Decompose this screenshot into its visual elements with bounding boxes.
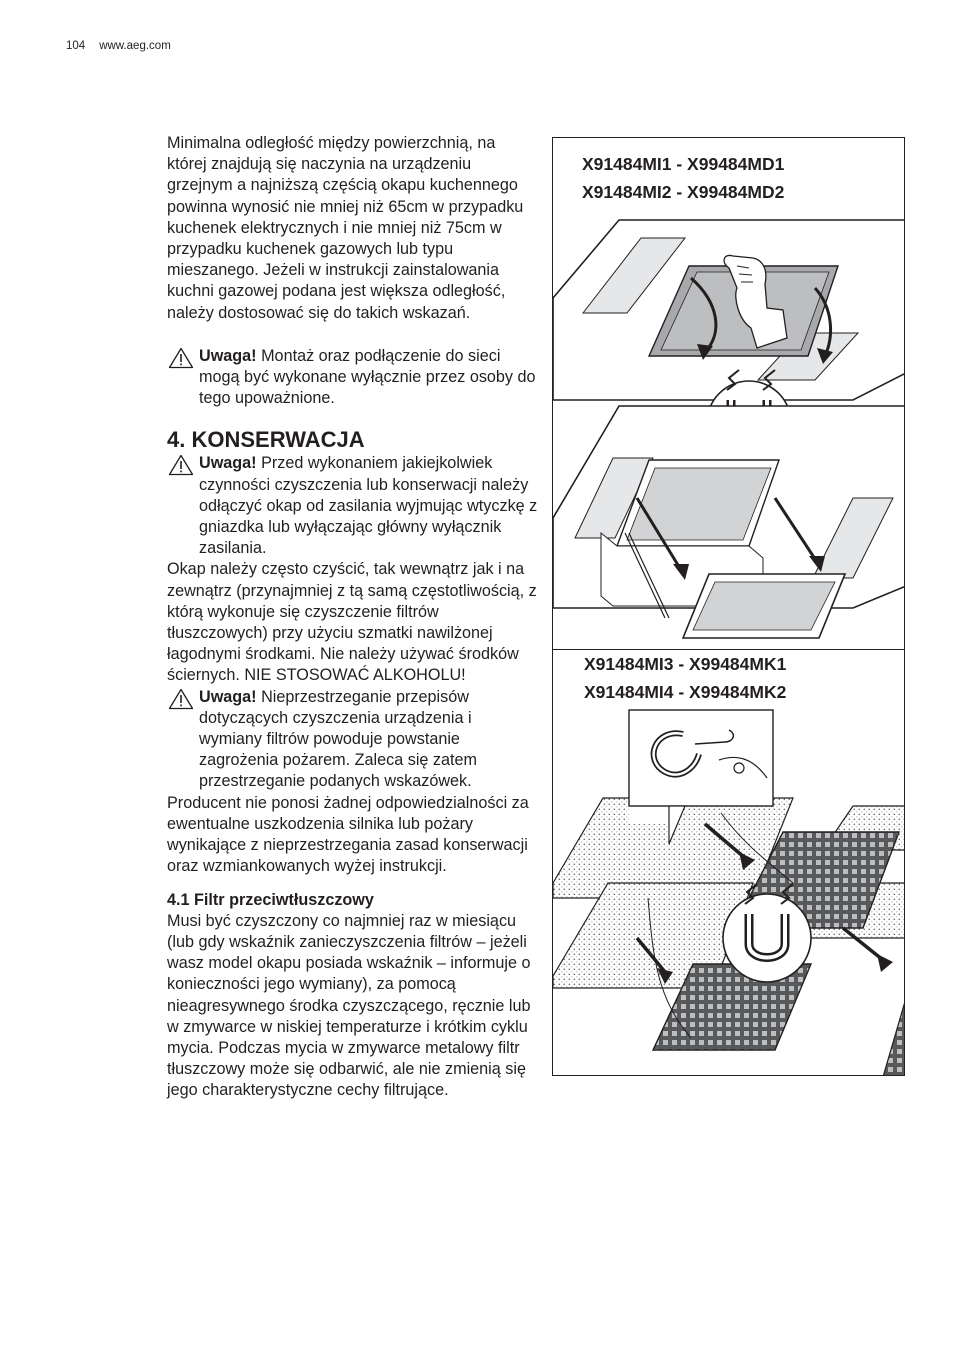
warning-triangle-icon bbox=[168, 347, 194, 369]
warning-label: Uwaga! bbox=[199, 346, 257, 365]
warning-text: Nieprzestrzeganie przepisów dotyczących czyszczenia urządzenia i wymiany filtrów powoduje powstanie zagrożenia pożarem. Zaleca się zatem przestrzeganie podanych wskazówek. bbox=[199, 687, 478, 791]
cleaning-paragraph: Okap należy często czyścić, tak wewnątrz jak i na zewnątrz (przynajmniej z tą samą częstotliwością, z którą wykonuje się czyszczenie filtrów tłuszczowych) przy użyciu szmatki nawilżonej łagodnymi środkami. Nie należy używać środków ściernych. NIE STOSOWAĆ ALKOHOLU! bbox=[167, 560, 537, 685]
model-label: X91484MI4 - X99484MK2 bbox=[582, 678, 788, 706]
page-number: 104 bbox=[66, 40, 86, 52]
model-label: X91484MI3 - X99484MK1 bbox=[582, 650, 788, 678]
warning-fire bbox=[167, 687, 539, 793]
section-heading bbox=[167, 427, 539, 453]
warning-label: Uwaga! bbox=[199, 687, 257, 706]
subsection-heading: 4.1 Filtr przeciwtłuszczowy bbox=[167, 890, 374, 909]
model-label: X91484MI1 - X99484MD1 bbox=[582, 154, 785, 174]
page-header bbox=[66, 40, 171, 52]
website-url[interactable]: www.aeg.com bbox=[99, 40, 171, 52]
section-title: KONSERWACJA bbox=[185, 427, 365, 453]
hood-body-drawing bbox=[553, 406, 905, 638]
filter-illustration bbox=[552, 137, 905, 1076]
filter-drawings bbox=[553, 138, 905, 1076]
model-label: X91484MI2 - X99484MD2 bbox=[582, 182, 785, 202]
warning-triangle-icon bbox=[168, 454, 194, 476]
intro-paragraph: Minimalna odległość między powierzchnią, na której znajdują się naczynia na urządzeniu grzejnym a najniższą częścią okapu kuchennego powinna wynosić nie mniej niż 65cm w przypadku kuchenek elektrycznych i nie mniej niż 75cm w przypadku kuchenek gazowych lub typu mieszanego. Jeżeli w instrukcji zainstalowania kuchni gazowej podana jest większa odległość, należy dostosować się do takich wskazań. bbox=[167, 134, 524, 322]
warning-text: Montaż oraz podłączenie do sieci mogą być wykonane wyłącznie przez osoby do tego upoważnione. bbox=[199, 346, 536, 408]
warning-text: Przed wykonaniem jakiejkolwiek czynności czyszczenia lub konserwacji należy odłączyć okap od zasilania wyjmując wtyczkę z gniazdka lub wyłączając główny wyłącznik zasilania. bbox=[199, 454, 538, 558]
liability-paragraph: Producent nie ponosi żadnej odpowiedzialności za ewentualne uszkodzenia silnika lub pożary wynikające z nieprzestrzegania zasad konserwacji oraz wzmiankowanych wyżej instrukcji. bbox=[167, 793, 529, 876]
warning-disconnect bbox=[167, 453, 539, 559]
hood-underside-drawing bbox=[553, 220, 905, 400]
filter-paragraph: Musi być czyszczony co najmniej raz w miesiącu (lub gdy wskaźnik zanieczyszczenia filtrów – jeżeli wasz model okapu posiada wskaźnik – informuje o konieczności jego wymiany), za pomocą nieagresywnego środka czyszczącego, ręcznie lub w zmywarce w niskiej temperaturze i krótkim cyklu mycia. Podczas mycia w zmywarce metalowy filtr tłuszczowy może się odbarwić, ale nie zmienią się jego charakterystyczne cechy filtrujące. bbox=[167, 911, 531, 1100]
warning-installation bbox=[167, 346, 539, 410]
text-column bbox=[167, 133, 539, 1102]
section-number: 4. bbox=[167, 427, 186, 453]
warning-triangle-icon bbox=[168, 688, 194, 710]
warning-label: Uwaga! bbox=[199, 454, 257, 473]
